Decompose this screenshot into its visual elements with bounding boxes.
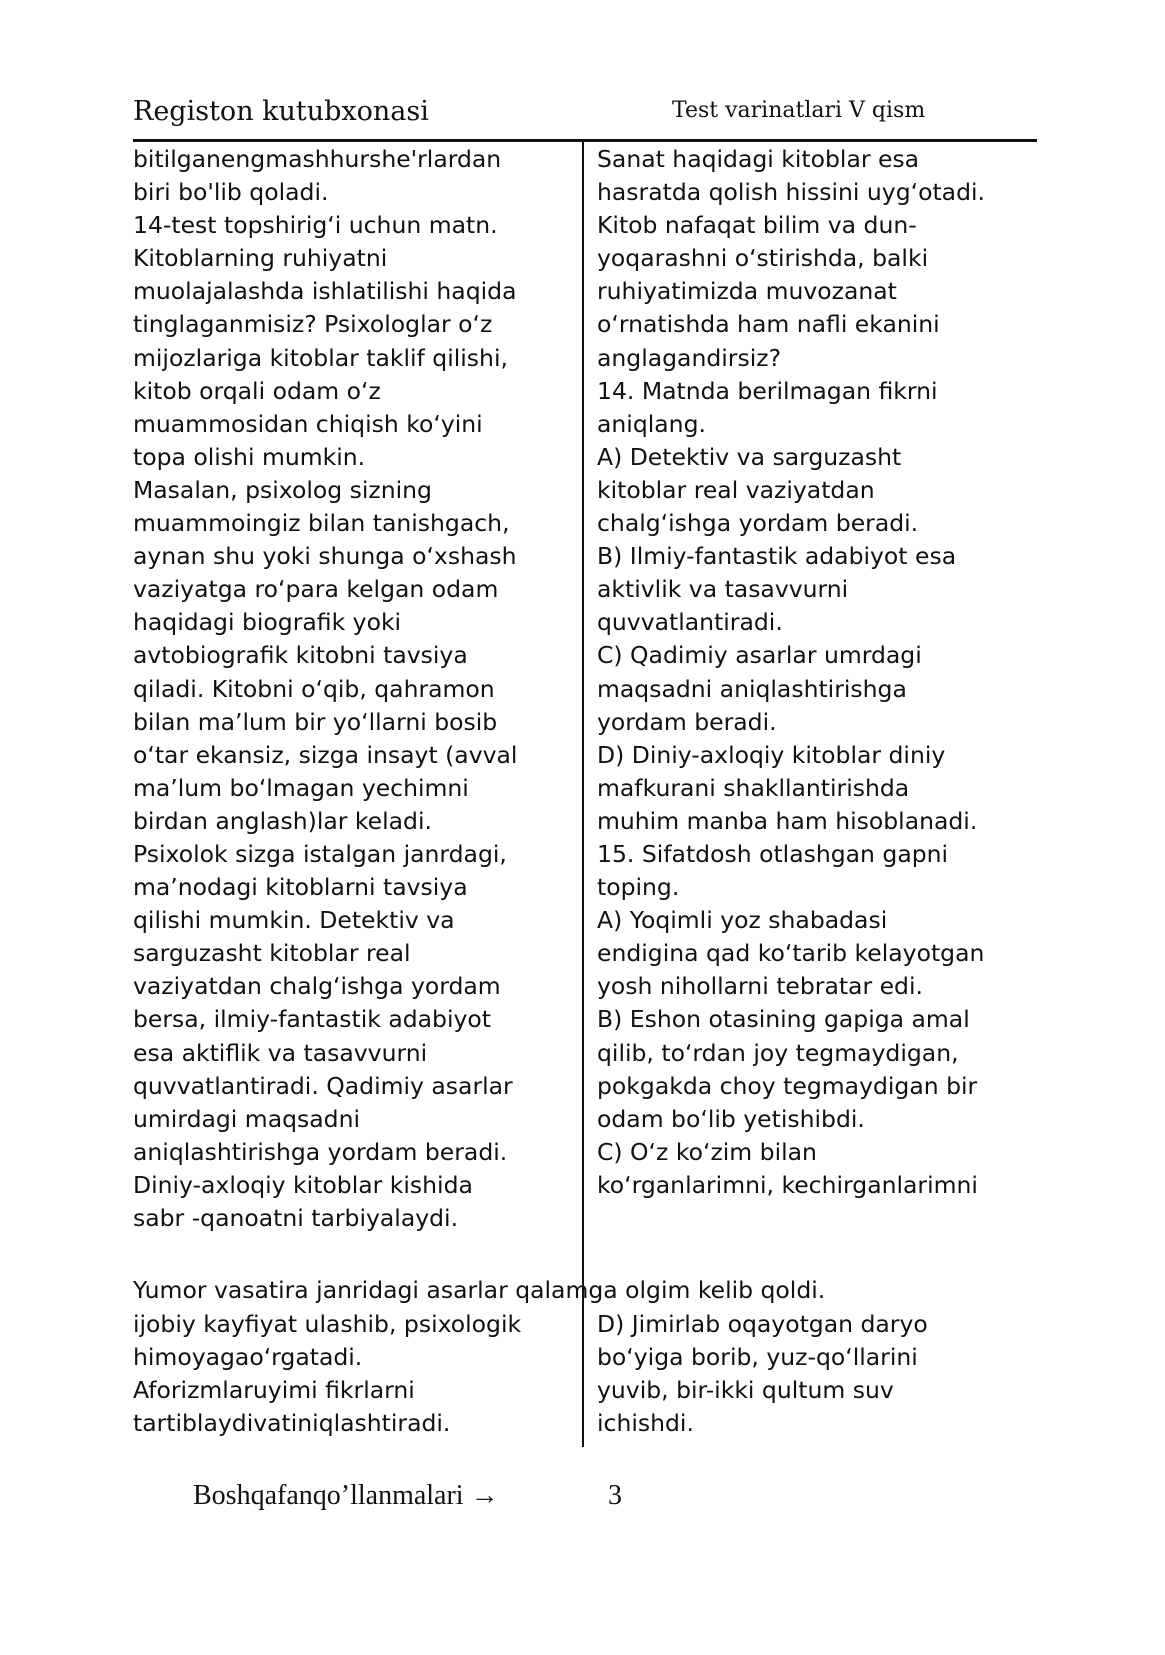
text-line: A) Detektiv va sarguzasht bbox=[597, 442, 902, 471]
text-line: kitoblar real vaziyatdan bbox=[597, 475, 875, 504]
text-line: ma’nodagi kitoblarni tavsiya bbox=[133, 873, 468, 902]
text-line: tinglaganmisiz? Psixologlar o‘z bbox=[133, 310, 493, 339]
text-line: haqidagi biografik yoki bbox=[133, 608, 402, 637]
text-line: maqsadni aniqlashtirishga bbox=[597, 674, 907, 703]
text-line: avtobiografik kitobni tavsiya bbox=[133, 641, 468, 670]
right-column-continued bbox=[597, 1308, 928, 1440]
text-line: biri bo'lib qoladi. bbox=[133, 178, 329, 207]
text-line: tartiblaydivatiniqlashtiradi. bbox=[133, 1409, 451, 1438]
text-line: muolajalashda ishlatilishi haqida bbox=[133, 277, 517, 306]
text-line: Diniy-axloqiy kitoblar kishida bbox=[133, 1170, 473, 1199]
text-line: C) Qadimiy asarlar umrdagi bbox=[597, 641, 922, 670]
text-line: C) O‘z ko‘zim bilan bbox=[597, 1137, 817, 1166]
header-section-title: Test varinatlari V qism bbox=[672, 98, 926, 123]
text-line: 14. Matnda berilmagan fikrni bbox=[597, 376, 938, 405]
text-line: 14-test topshirig‘i uchun matn. bbox=[133, 211, 498, 240]
text-line: topa olishi mumkin. bbox=[133, 442, 366, 471]
column-divider bbox=[582, 142, 584, 1447]
text-line: yosh nihollarni tebratar edi. bbox=[597, 972, 923, 1001]
text-line: aniqlang. bbox=[597, 409, 706, 438]
text-line: o‘tar ekansiz, sizga insayt (avval bbox=[133, 740, 518, 769]
left-column bbox=[133, 143, 517, 1235]
text-line: o‘rnatishda ham nafli ekanini bbox=[597, 310, 940, 339]
text-line: Kitob nafaqat bilim va dun- bbox=[597, 211, 917, 240]
text-line: quvvatlantiradi. bbox=[597, 608, 783, 637]
left-column-continued bbox=[133, 1308, 521, 1440]
text-line: anglagandirsiz? bbox=[597, 343, 782, 372]
text-line: chalg‘ishga yordam beradi. bbox=[597, 509, 919, 538]
text-line: esa aktiflik va tasavvurni bbox=[133, 1038, 428, 1067]
text-line: muhim manba ham hisoblanadi. bbox=[597, 806, 978, 835]
text-line: endigina qad ko‘tarib kelayotgan bbox=[597, 939, 985, 968]
text-line: odam bo‘lib yetishibdi. bbox=[597, 1104, 865, 1133]
text-line: yordam beradi. bbox=[597, 707, 777, 736]
text-line: B) Ilmiy-fantastik adabiyot esa bbox=[597, 542, 957, 571]
text-line: Kitoblarning ruhiyatni bbox=[133, 244, 388, 273]
text-line: bilan ma’lum bir yo‘llarni bosib bbox=[133, 707, 498, 736]
text-line: sarguzasht kitoblar real bbox=[133, 939, 411, 968]
text-line: bo‘yiga borib, yuz-qo‘llarini bbox=[597, 1343, 918, 1372]
text-line: A) Yoqimli yoz shabadasi bbox=[597, 906, 888, 935]
text-line: ma’lum bo‘lmagan yechimni bbox=[133, 773, 469, 802]
text-line: Masalan, psixolog sizning bbox=[133, 475, 432, 504]
page-number: 3 bbox=[608, 1480, 622, 1511]
text-line: vaziyatdan chalg‘ishga yordam bbox=[133, 972, 501, 1001]
text-line: qilib, to‘rdan joy tegmaydigan, bbox=[597, 1038, 959, 1067]
text-line: ko‘rganlarimni, kechirganlarimni bbox=[597, 1170, 978, 1199]
text-line: muammoingiz bilan tanishgach, bbox=[133, 509, 510, 538]
text-line: yoqarashni o‘stirishda, balki bbox=[597, 244, 929, 273]
text-line: D) Jimirlab oqayotgan daryo bbox=[597, 1310, 928, 1338]
text-line: sabr -qanoatni tarbiyalaydi. bbox=[133, 1204, 459, 1232]
text-line: muammosidan chiqish ko‘yini bbox=[133, 409, 483, 438]
text-line: birdan anglash)lar keladi. bbox=[133, 806, 432, 835]
text-line: qilishi mumkin. Detektiv va bbox=[133, 906, 455, 935]
text-line: vaziyatga ro‘para kelgan odam bbox=[133, 575, 499, 604]
text-line: mafkurani shakllantirishda bbox=[597, 773, 910, 802]
text-line: quvvatlantiradi. Qadimiy asarlar bbox=[133, 1071, 513, 1100]
text-line: Psixolok sizga istalgan janrdagi, bbox=[133, 839, 507, 868]
text-line: D) Diniy-axloqiy kitoblar diniy bbox=[597, 740, 946, 769]
header-library-title: Registon kutubxonasi bbox=[133, 96, 429, 127]
text-line: ruhiyatimizda muvozanat bbox=[597, 277, 897, 306]
text-line: aniqlashtirishga yordam beradi. bbox=[133, 1137, 508, 1166]
text-line: ijobiy kayfiyat ulashib, psixologik bbox=[133, 1310, 522, 1338]
header-rule bbox=[133, 139, 1037, 142]
text-line: bitilganengmashhurshe'rlardan bbox=[133, 145, 502, 173]
text-line: mijozlariga kitoblar taklif qilishi, bbox=[133, 343, 508, 372]
text-line: himoyagao‘rgatadi. bbox=[133, 1343, 363, 1372]
text-line: Sanat haqidagi kitoblar esa bbox=[597, 145, 920, 173]
text-line: 15. Sifatdosh otlashgan gapni bbox=[597, 839, 949, 868]
text-line: B) Eshon otasining gapiga amal bbox=[597, 1005, 970, 1034]
text-line: yuvib, bir-ikki qultum suv bbox=[597, 1376, 894, 1405]
footer-other-manuals-link[interactable]: Boshqafanqo’llanmalari → bbox=[193, 1480, 499, 1511]
text-line: kitob orqali odam o‘z bbox=[133, 376, 381, 405]
text-line: hasratda qolish hissini uyg‘otadi. bbox=[597, 178, 985, 207]
text-line: Aforizmlaruyimi fikrlarni bbox=[133, 1376, 415, 1405]
text-line: qiladi. Kitobni o‘qib, qahramon bbox=[133, 674, 495, 703]
text-line: umirdagi maqsadni bbox=[133, 1104, 360, 1133]
full-width-line: Yumor vasatira janridagi asarlar qalamga olgim kelib qoldi. bbox=[133, 1276, 826, 1304]
text-line: aktivlik va tasavvurni bbox=[597, 575, 849, 604]
text-line: toping. bbox=[597, 873, 680, 902]
text-line: bersa, ilmiy-fantastik adabiyot bbox=[133, 1005, 491, 1034]
text-line: ichishdi. bbox=[597, 1409, 694, 1438]
text-line: pokgakda choy tegmaydigan bir bbox=[597, 1071, 978, 1100]
text-line: aynan shu yoki shunga o‘xshash bbox=[133, 542, 517, 571]
right-column bbox=[597, 143, 985, 1202]
